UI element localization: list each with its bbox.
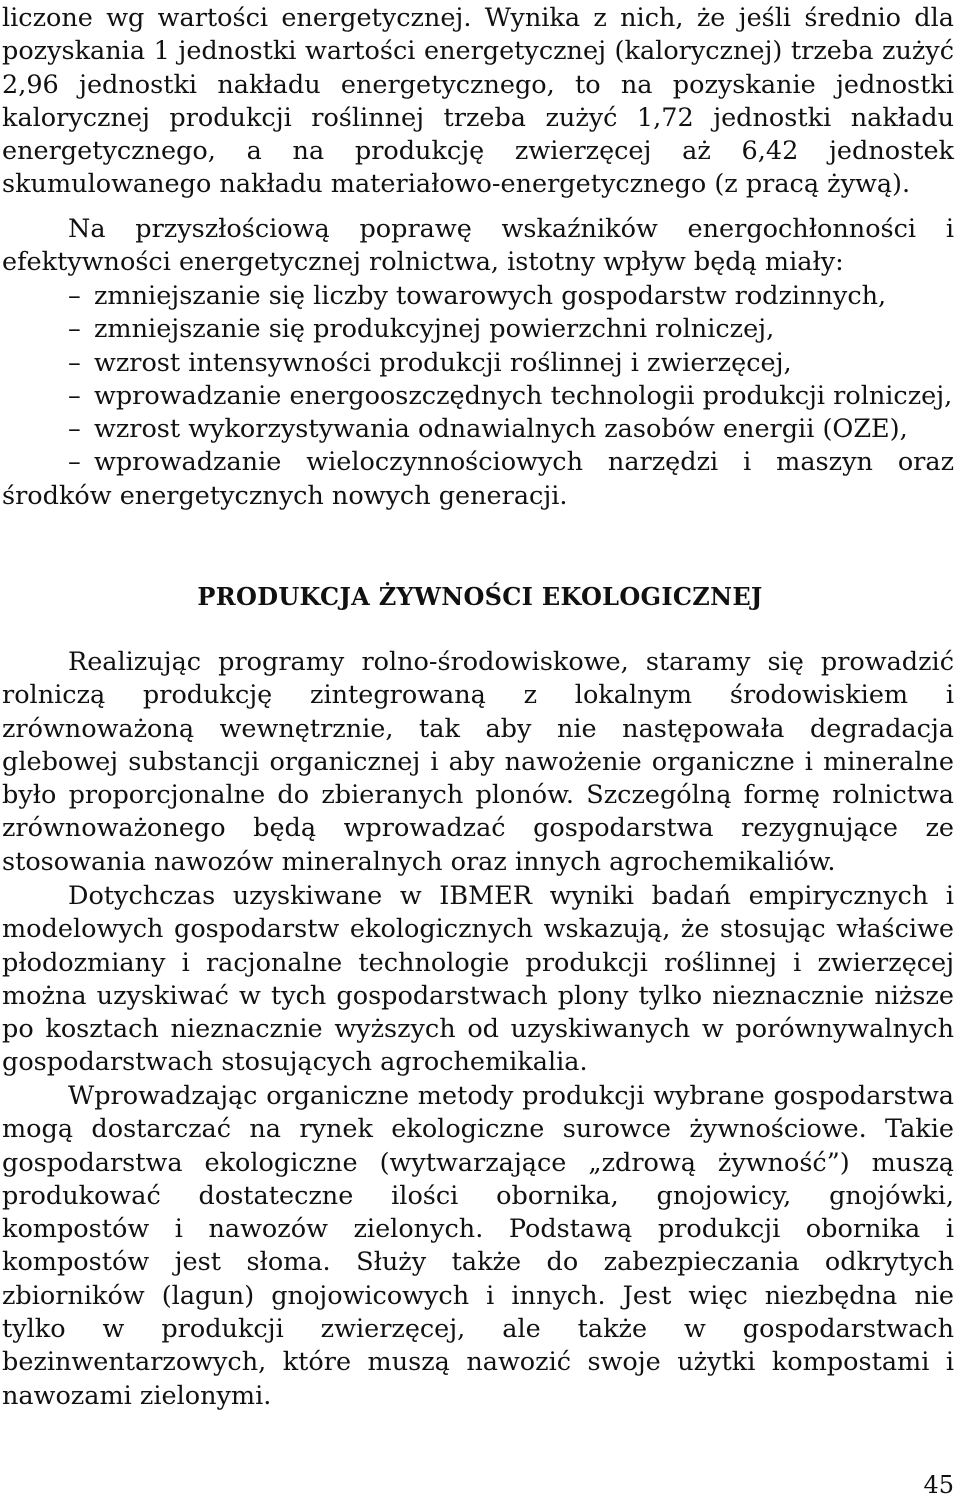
list-dash: – [68,347,81,378]
list-item [2,380,954,413]
list-item [2,313,954,346]
list-dash: – [68,414,81,445]
list-item [2,347,954,380]
list-item [2,446,954,513]
list-dash: – [68,380,81,411]
list-item-text: wprowadzanie wieloczynnościowych narzędzi i maszyn oraz środków energetycznych nowych generacji. [2,447,954,511]
list-item-text: wzrost wykorzystywania odnawialnych zasobów energii (OZE), [94,414,908,445]
list-item-text: zmniejszanie się liczby towarowych gospodarstw rodzinnych, [94,281,887,311]
paragraph-organic-methods: Wprowadzając organiczne metody produkcji wybrane gospodarstwa mogą dostarczać na rynek ekologiczne surowce żywnościowe. Takie gospodarstwa ekologiczne (wytwarzające „zdrową żywność”) muszą produkować dostateczne ilości obornika, gnojowicy, gnojówki, kompostów i nawozów zielonych. Podstawą produkcji obornika i kompostów jest słoma. Służy także do zabezpieczania odkrytych zbiorników (lagun) gnojowicowych i innych. Jest więc niezbędna nie tylko w produkcji zwierzęcej, ale także w gospodarstwach bezinwentarzowych, które muszą nawozić swoje użytki kompostami i nawozami zielonymi. [2,1081,954,1411]
list-item-text: zmniejszanie się produkcyjnej powierzchni rolniczej, [94,314,775,345]
paragraph-ibmer-results: Dotychczas uzyskiwane w IBMER wyniki badań empirycznych i modelowych gospodarstw ekologicznych wskazują, że stosując właściwe płodozmiany i racjonalne technologie produkcji roślinnej i zwierzęcej można uzyskiwać w tych gospodarstwach plony tylko nieznacznie niższe po kosztach nieznacznie wyższych od uzyskiwanych w porównywalnych gospodarstwach stosujących agrochemikalia. [2,881,954,1078]
list-dash: – [68,281,81,311]
paragraph-agri-environmental: Realizując programy rolno-środowiskowe, staramy się prowadzić rolniczą produkcję zintegrowaną z lokalnym środowiskiem i zrównoważoną wewnętrznie, tak aby nie następowała degradacja glebowej substancji organicznej i aby nawożenie organiczne i mineralne było proporcjonalne do zbieranych plonów. Szczególną formę rolnictwa zrównoważonego będą wprowadzać gospodarstwa rezygnujące ze stosowania nawozów mineralnych oraz innych agrochemikaliów. [2,647,954,877]
list-dash: – [68,447,81,478]
section-heading: PRODUKCJA ŻYWNOŚCI EKOLOGICZNEJ [197,582,763,611]
page-number: 45 [923,1471,954,1499]
factors-list [2,280,954,513]
paragraph-improvement-factors: Na przyszłościową poprawę wskaźników energochłonności i efektywności energetycznej rolnictwa, istotny wpływ będą miały: [2,214,954,278]
list-item-text: wprowadzanie energooszczędnych technologii produkcji rolniczej, [94,380,953,411]
paragraph-energy-intensity: liczone wg wartości energetycznej. Wynika z nich, że jeśli średnio dla pozyskania 1 jednostki wartości energetycznej (kalorycznej) trzeba zużyć 2,96 jednostki nakładu energetycznego, to na pozyskanie jednostki kalorycznej produkcji roślinnej trzeba zużyć 1,72 jednostki nakładu energetycznego, a na produkcję zwierzęcej aż 6,42 jednostek skumulowanego nakładu materiałowo-energetycznego (z pracą żywą). [2,3,954,200]
list-item [2,280,954,313]
list-item-text: wzrost intensywności produkcji roślinnej i zwierzęcej, [94,347,792,378]
list-dash: – [68,314,81,345]
list-item [2,413,954,446]
